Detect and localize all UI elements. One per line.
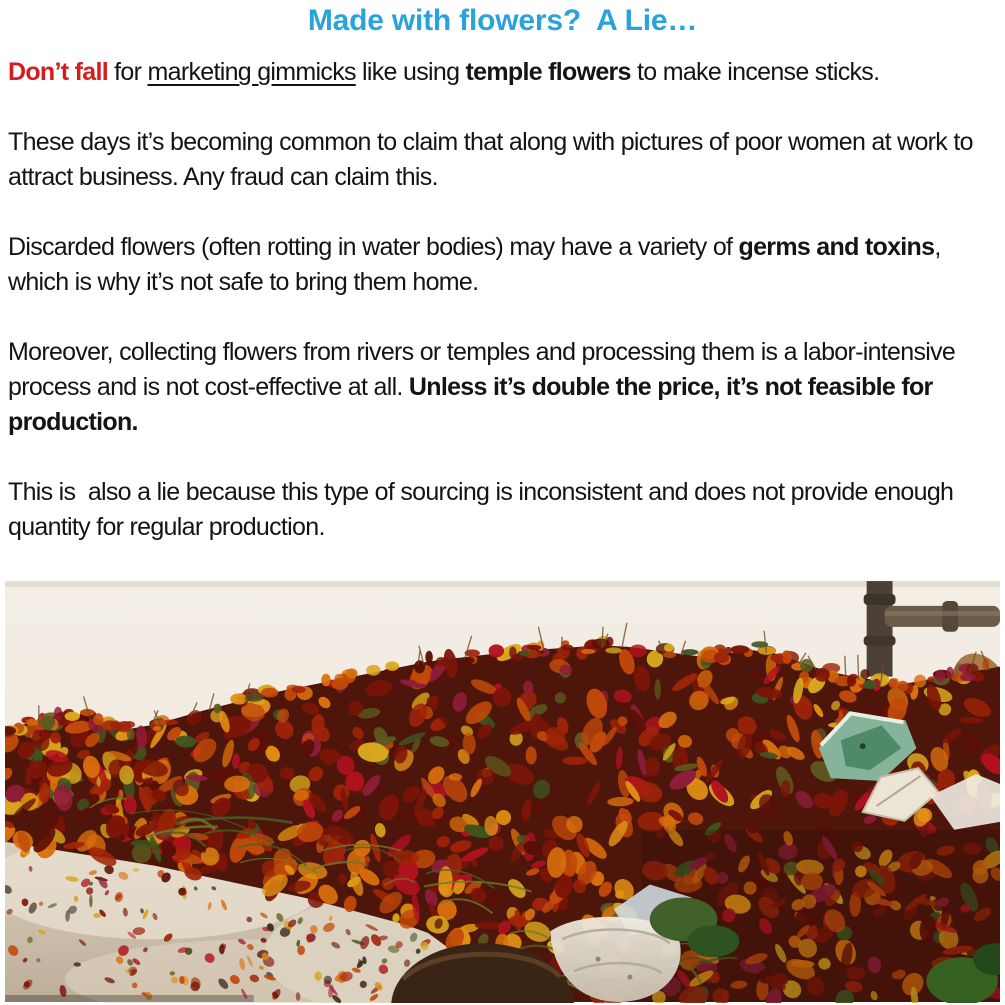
text-segment: like using: [355, 58, 466, 86]
text-segment: Don’t fall: [8, 58, 108, 86]
text-segment: , which is why it’s not safe to bring them home.: [8, 233, 947, 296]
paragraph-dont-fall: [8, 55, 997, 90]
paragraph-supply: [8, 475, 997, 545]
flowers-photo: [0, 580, 1005, 1003]
paragraph-claim: [8, 125, 997, 195]
text-segment: These days it’s becoming common to claim that along with pictures of poor women at work to attract business. Any fraud can claim this.: [8, 128, 980, 191]
text-segment: germs and toxins: [738, 233, 935, 261]
flowers-photo-image: [5, 580, 1000, 1003]
paragraph-cost: [8, 335, 997, 440]
text-segment: for: [107, 58, 148, 86]
paragraph-germs: [8, 230, 997, 300]
text-segment: to make incense sticks.: [630, 58, 880, 86]
page-title: Made with flowers? A Lie…: [307, 4, 698, 37]
text-segment: This is also a lie because this type of sourcing is inconsistent and does not provide enough quantity for regular production.: [8, 478, 960, 541]
text-segment: Moreover, collecting flowers from rivers or temples and processing them is a labor-intensive process and is not cost-effective at all.: [8, 338, 962, 401]
text-segment: Unless it’s double the price, it’s not feasible for production.: [8, 373, 939, 436]
text-segment: marketing gimmicks: [147, 58, 356, 86]
text-segment: Discarded flowers (often rotting in water bodies) may have a variety of: [8, 233, 739, 261]
photo-top-edge: [5, 581, 1000, 587]
text-segment: temple flowers: [465, 58, 631, 86]
body-text: [8, 55, 997, 580]
bottom-shadow: [5, 995, 254, 1002]
